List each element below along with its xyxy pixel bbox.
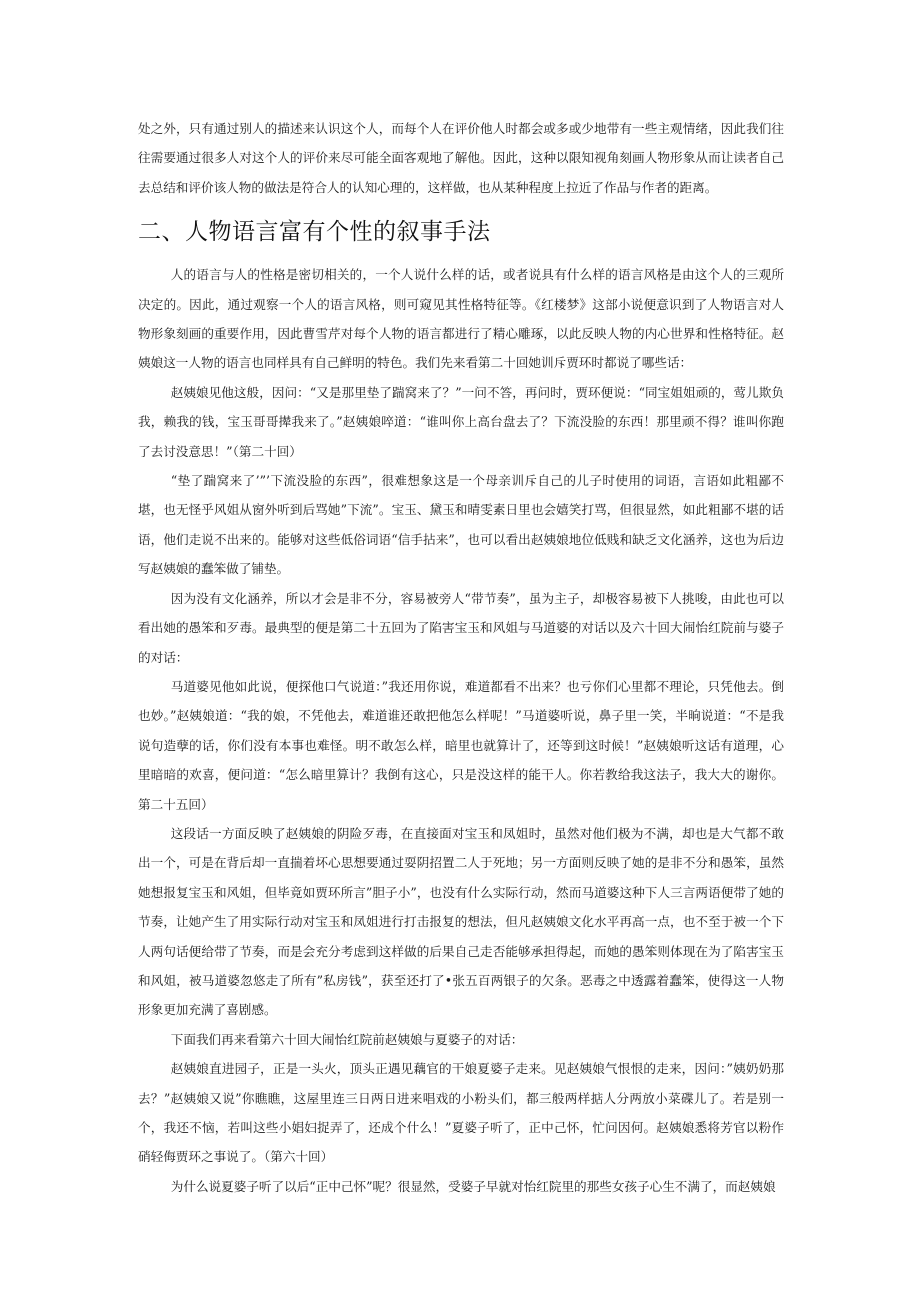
quote-chapter-60: 赵姨娘直进园子，正是一头火，顶头正遇见藕官的干娘夏婆子走来。见赵姨娘气恨恨的走来，因问：”姨奶奶那去？”赵姨娘又说”你瞧瞧，这屋里连三日两日进来唱戏的小粉头们，都三般两样掂人分两放小菜碟儿了。若是别一个，我还不恼，若叫这些小娼妇捉弄了，还成个什么！”夏婆子听了，正中己怀，忙问因何。赵姨娘悉将芳官以粉作硝轻侮贾环之事说了。（第六十回） (138, 1061, 784, 1165)
document-page (138, 114, 784, 1201)
paragraph-language-personality: 人的语言与人的性格是密切相关的，一个人说什么样的话，或者说具有什么样的语言风格是由这个人的三观所决定的。因此，通过观察一个人的语言风格，则可窥见其性格特征等。《红楼梦》这部小说便意识到了人物语言对人物形象刻画的重要作用，因此曹雪芹对每个人物的语言都进行了精心雕琢，以此反映人物的内心世界和性格特征。赵姨娘这一人物的语言也同样具有自己鲜明的特色。我们先来看第二十回她训斥贾环时都说了哪些话： (138, 267, 784, 371)
paragraph-analysis-25: 这段话一方面反映了赵姨娘的阴险歹毒，在直接面对宝玉和凤姐时，虽然对他们极为不满，却也是大气都不敢出一个，可是在背后却一直揣着坏心思想要通过耍阴招置二人于死地；另一方面则反映了她的是非不分和愚笨，虽然她想报复宝玉和风姐，但毕竟如贾环所言”胆子小”，也没有什么实际行动，然而马道婆这种下人三言两语便带了她的节奏，让她产生了用实际行动对宝玉和凤姐进行打击报复的想法，但凡赵姨娘文化水平再高一点，也不至于被一个下人两句话便给带了节奏，而是会充分考虑到这样做的后果自己走否能够承担得起，而她的愚笨则体现在为了陷害宝玉和风姐，被马道婆忽悠走了所有”私房钱”，获至还打了•张五百两银子的欠条。恶毒之中透露着蠢笨，使得这一人物形象更加充满了喜剧感。 (138, 825, 784, 1018)
paragraph-no-cultivation: 因为没有文化涵养，所以才会是非不分，容易被旁人“带节奏”，虽为主子，却极容易被下人挑唆，由此也可以看出她的愚笨和歹毒。最典型的便是第二十五回为了陷害宝玉和风姐与马道婆的对话以及六十回大闹怡红院前与婆子的对话： (138, 590, 784, 665)
paragraph-intro-chapter-60: 下面我们再来看第六十回大闹怡红院前赵姨娘与夏婆子的对话： (170, 1031, 524, 1047)
section-heading: 二、人物语言富有个性的叙事手法 (138, 219, 491, 246)
quote-chapter-20: 赵姨娘见他这般，因问：“又是那里垫了踹窝来了？”一问不答，再问时，贾环便说：“同宝姐姐顽的，莺儿欺负我，赖我的钱，宝玉哥哥撵我来了。”赵姨娘啐道：“谁叫你上高台盘去了？下流没脸的东西！那里顽不得？谁叫你跑了去讨没意思！”（第二十回） (138, 384, 784, 459)
quote-chapter-25: 马道婆见他如此说，便探他口气说道：”我还用你说，难道都看不出来？也亏你们心里都不理论，只凭他去。倒也妙。”赵姨娘道：“我的娘，不凭他去，难道谁还敢把他怎么样呢！”马道婆听说，鼻子里一笑，半晌说道：“不是我说句造孽的话，你们没有本事也难怪。明不敢怎么样，暗里也就算计了，还等到这时候！”赵姨娘听这话有道理，心里暗暗的欢喜，便问道：“怎么暗里算计？我倒有这心，只是没这样的能干人。你若教给我这法子，我大大的谢你。第二十五回） (138, 678, 784, 812)
paragraph-vulgar-words: “垫了踹窝来了’”’下流没脸的东西”，很难想象这是一个母亲训斥自己的儿子时使用的词语，言语如此粗鄙不堪，也无怪乎风姐从窗外听到后骂她”下流”。宝玉、黛玉和晴雯素日里也会嬉笑打骂，但很显然，如此粗鄙不堪的话语，他们走说不出来的。能够对这些低俗词语“信手拈来”，也可以看出赵姨娘地位低贱和缺乏文化涵养，这也为后边写赵姨娘的蠢笨做了铺垫。 (138, 473, 784, 577)
paragraph-analysis-60: 为什么说夏婆子听了以后“正中己怀”呢？很显然，受婆子早就对怡红院里的那些女孩子心生不满了，而赵姨娘 (170, 1178, 776, 1194)
paragraph-intro-continued: 处之外，只有通过别人的描述来认识这个人，而每个人在评价他人时都会或多或少地带有一些主观情绪，因此我们往往需要通过很多人对这个人的评价来尽可能全面客观地了解他。因此，这种以限知视角刻画人物形象从而让读者自己去总结和评价该人物的做法是符合人的认知心理的，这样做，也从某种程度上拉近了作品与作者的距离。 (138, 121, 784, 195)
